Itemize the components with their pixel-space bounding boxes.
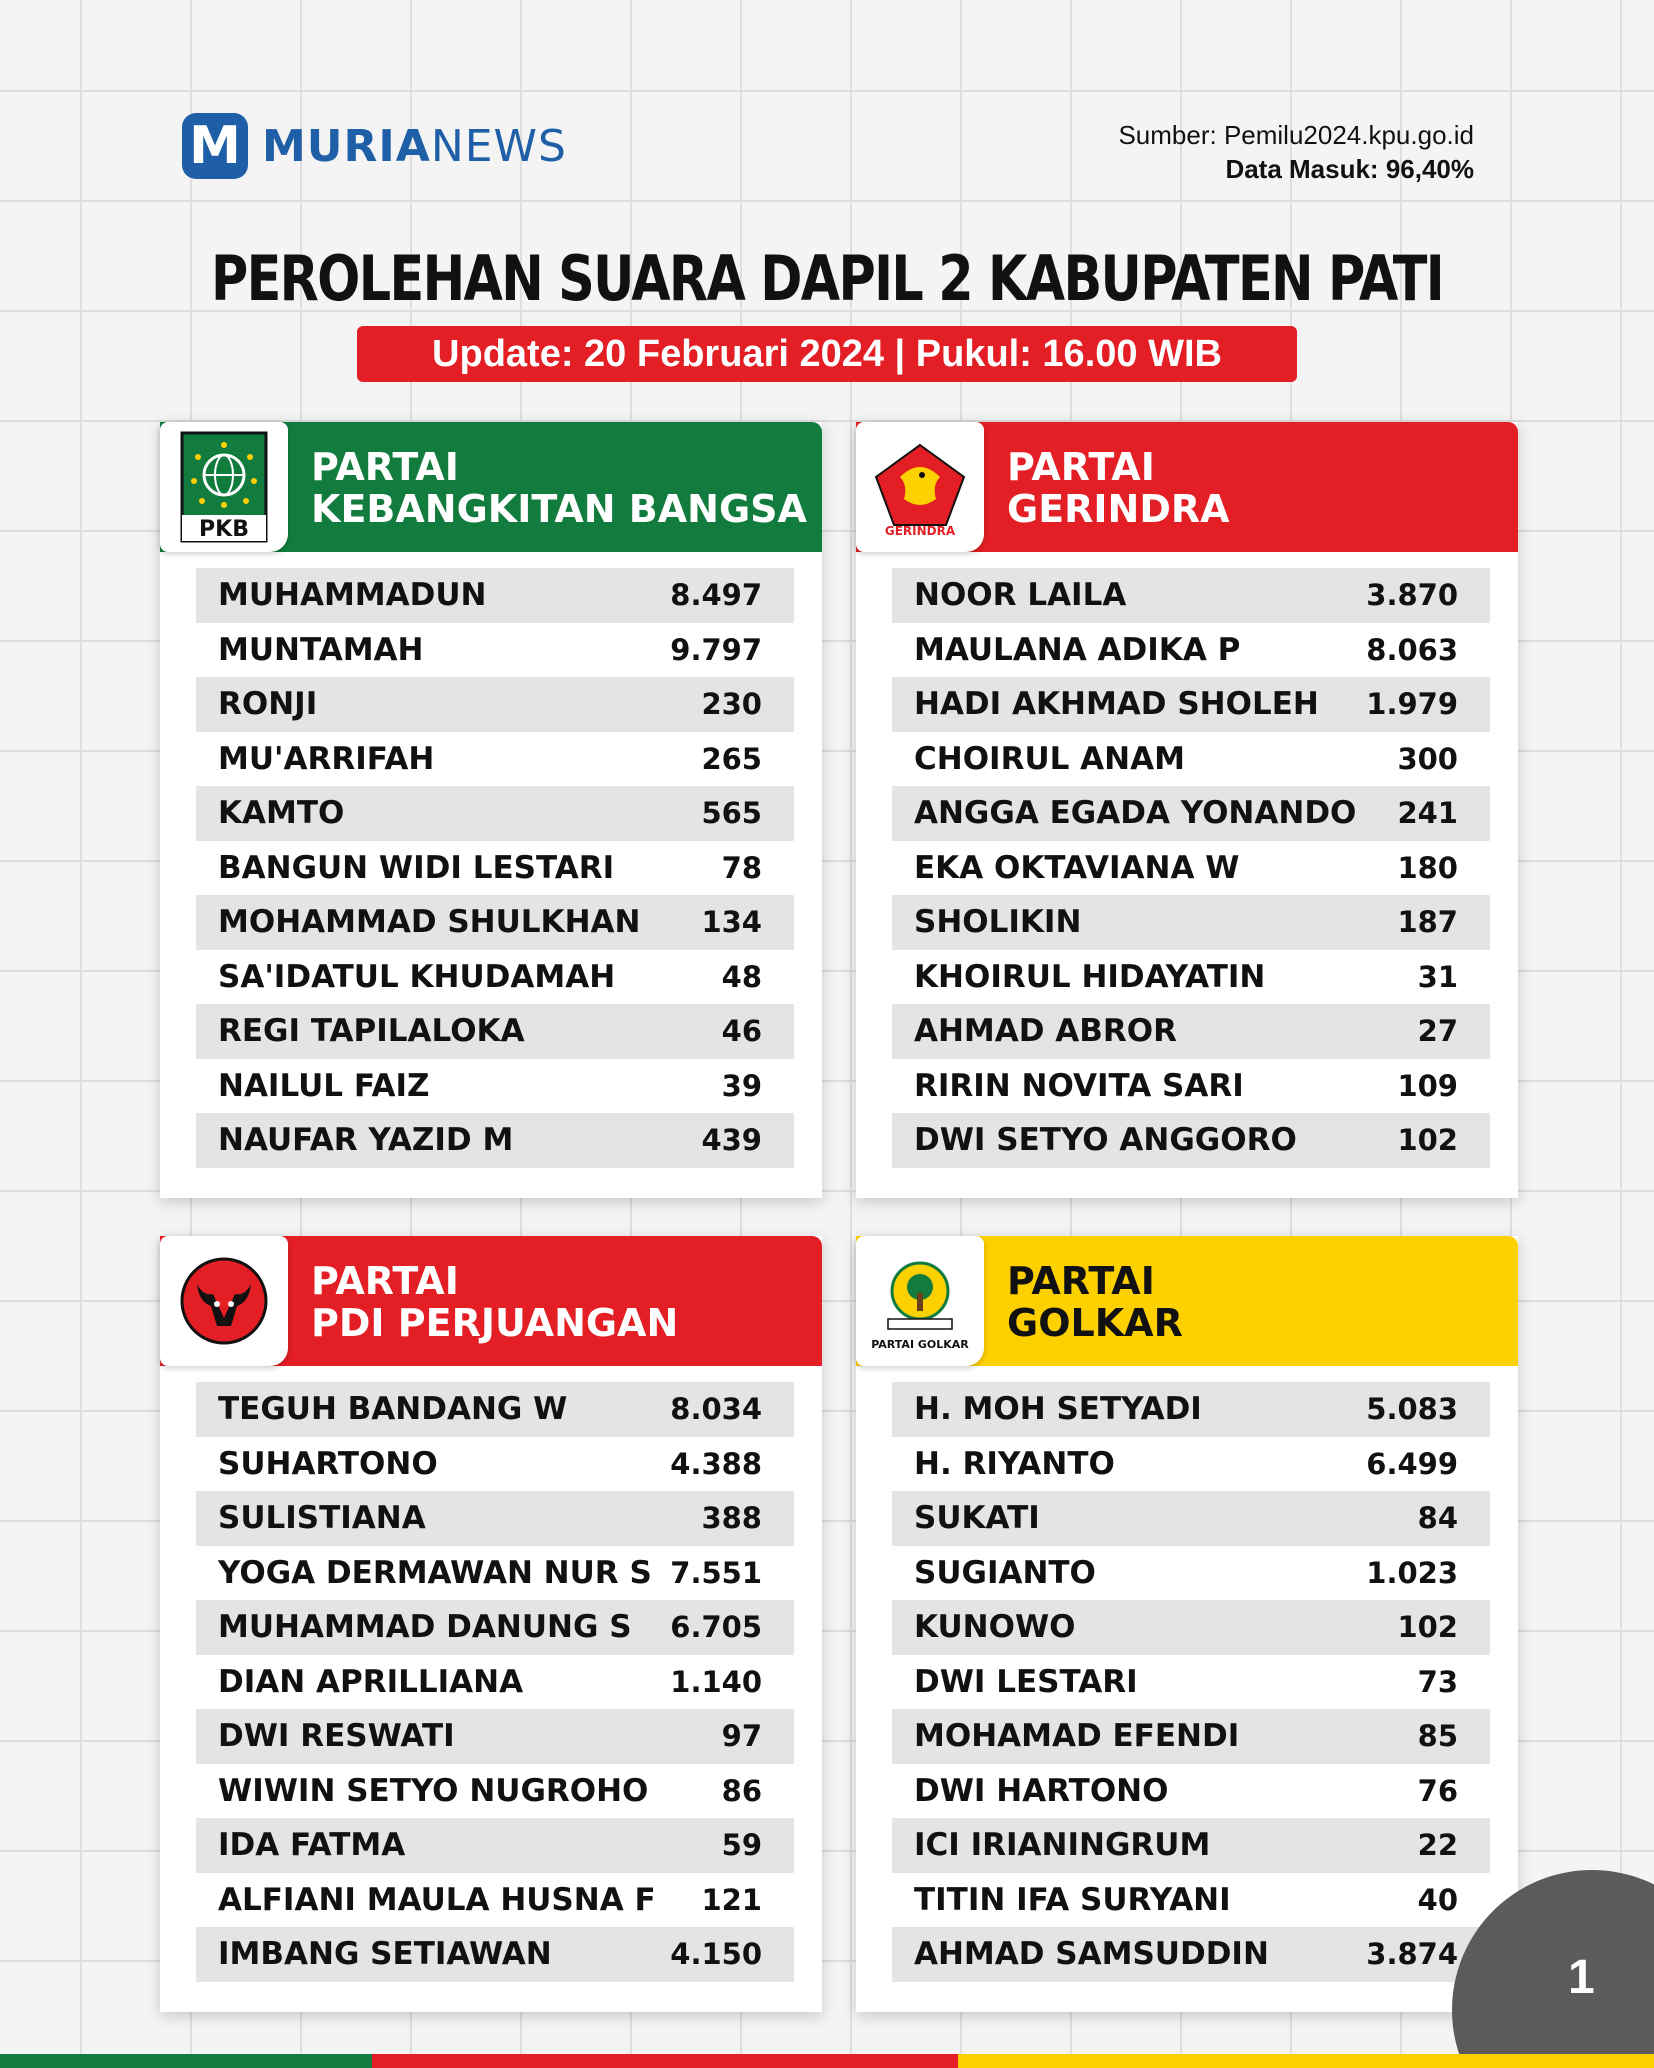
panel-pkb <box>160 422 822 1198</box>
candidate-row <box>196 677 794 732</box>
candidate-name: TEGUH BANDANG W <box>218 1391 568 1428</box>
vote-count: 5.083 <box>1366 1392 1458 1427</box>
candidate-row <box>196 1437 794 1492</box>
vote-count: 8.034 <box>670 1392 762 1427</box>
candidate-row <box>196 1059 794 1114</box>
candidate-row <box>196 1709 794 1764</box>
candidate-name: SA'IDATUL KHUDAMAH <box>218 958 616 995</box>
candidate-list <box>892 1382 1490 1982</box>
golkar-banyan-icon <box>868 1249 972 1353</box>
gerindra-logo <box>856 422 984 552</box>
pkb-globe-icon <box>180 431 268 543</box>
vote-count: 86 <box>721 1773 762 1808</box>
candidate-list <box>892 568 1490 1168</box>
candidate-name: NAUFAR YAZID M <box>218 1122 514 1159</box>
candidate-name: EKA OKTAVIANA W <box>914 849 1240 886</box>
party-name-line1: PARTAI <box>1007 1259 1155 1303</box>
golkar-logo <box>856 1236 984 1366</box>
candidate-row <box>892 1382 1490 1437</box>
candidate-name: IMBANG SETIAWAN <box>218 1936 552 1973</box>
candidate-row <box>196 1655 794 1710</box>
vote-count: 22 <box>1417 1828 1458 1863</box>
vote-count: 84 <box>1417 1501 1458 1536</box>
candidate-row <box>892 1004 1490 1059</box>
vote-count: 31 <box>1417 959 1458 994</box>
logo-name-light: NEWS <box>430 120 567 172</box>
candidate-list <box>196 1382 794 1982</box>
candidate-name: DWI RESWATI <box>218 1718 455 1755</box>
party-name-line1: PARTAI <box>1007 445 1155 489</box>
candidate-name: DWI SETYO ANGGORO <box>914 1122 1297 1159</box>
vote-count: 180 <box>1397 850 1458 885</box>
candidate-list <box>196 568 794 1168</box>
footer-color-bar <box>0 2054 1654 2068</box>
panel-golkar <box>856 1236 1518 2012</box>
pkb-logo-label: PKB <box>199 517 249 542</box>
candidate-row <box>196 1927 794 1982</box>
candidate-name: KHOIRUL HIDAYATIN <box>914 958 1266 995</box>
party-name <box>311 1260 678 1344</box>
candidate-row <box>892 1764 1490 1819</box>
candidate-row <box>196 1491 794 1546</box>
vote-count: 59 <box>721 1828 762 1863</box>
vote-count: 6.499 <box>1366 1446 1458 1481</box>
candidate-row <box>892 1059 1490 1114</box>
candidate-name: SUGIANTO <box>914 1554 1096 1591</box>
pkb-logo <box>160 422 288 552</box>
candidate-row <box>196 841 794 896</box>
vote-count: 73 <box>1417 1664 1458 1699</box>
candidate-row <box>196 1546 794 1601</box>
data-progress-line: Data Masuk: 96,40% <box>1225 154 1474 184</box>
vote-count: 121 <box>701 1882 762 1917</box>
candidate-name: MUNTAMAH <box>218 631 424 668</box>
candidate-row <box>892 677 1490 732</box>
candidate-name: MAULANA ADIKA P <box>914 631 1241 668</box>
candidate-row <box>196 1764 794 1819</box>
vote-count: 85 <box>1417 1719 1458 1754</box>
candidate-name: MUHAMMAD DANUNG S <box>218 1609 632 1646</box>
vote-count: 27 <box>1417 1014 1458 1049</box>
candidate-row <box>892 1113 1490 1168</box>
party-name <box>1007 1260 1183 1344</box>
candidate-row <box>196 1382 794 1437</box>
vote-count: 39 <box>721 1068 762 1103</box>
candidate-row <box>196 1818 794 1873</box>
vote-count: 9.797 <box>670 632 762 667</box>
candidate-name: KUNOWO <box>914 1609 1076 1646</box>
candidate-row <box>196 786 794 841</box>
candidate-name: MU'ARRIFAH <box>218 740 435 777</box>
candidate-name: TITIN IFA SURYANI <box>914 1881 1231 1918</box>
candidate-row <box>196 732 794 787</box>
candidate-name: AHMAD ABROR <box>914 1013 1178 1050</box>
candidate-name: SULISTIANA <box>218 1500 426 1537</box>
gerindra-garuda-icon <box>870 437 970 537</box>
candidate-name: NAILUL FAIZ <box>218 1067 430 1104</box>
vote-count: 102 <box>1397 1123 1458 1158</box>
party-name-line2: GOLKAR <box>1007 1301 1183 1345</box>
vote-count: 8.063 <box>1366 632 1458 667</box>
candidate-name: NOOR LAILA <box>914 577 1127 614</box>
vote-count: 1.979 <box>1366 687 1458 722</box>
vote-count: 76 <box>1417 1773 1458 1808</box>
pdip-logo <box>160 1236 288 1366</box>
candidate-row <box>196 1600 794 1655</box>
vote-count: 388 <box>701 1501 762 1536</box>
vote-count: 439 <box>701 1123 762 1158</box>
candidate-row <box>892 841 1490 896</box>
candidate-name: WIWIN SETYO NUGROHO <box>218 1772 649 1809</box>
golkar-logo-label: PARTAI GOLKAR <box>871 1338 969 1351</box>
vote-count: 3.870 <box>1366 578 1458 613</box>
source-line: Sumber: Pemilu2024.kpu.go.id <box>1118 120 1474 150</box>
vote-count: 265 <box>701 741 762 776</box>
candidate-name: REGI TAPILALOKA <box>218 1013 525 1050</box>
vote-count: 8.497 <box>670 578 762 613</box>
candidate-name: H. MOH SETYADI <box>914 1391 1202 1428</box>
party-name <box>311 446 807 530</box>
candidate-name: MUHAMMADUN <box>218 577 487 614</box>
candidate-row <box>892 1437 1490 1492</box>
candidate-row <box>196 895 794 950</box>
candidate-name: SUKATI <box>914 1500 1040 1537</box>
candidate-name: H. RIYANTO <box>914 1445 1115 1482</box>
muria-news-logo <box>182 113 567 179</box>
vote-count: 230 <box>701 687 762 722</box>
source-info <box>1118 118 1474 186</box>
vote-count: 241 <box>1397 796 1458 831</box>
logo-name-bold: MURIA <box>262 120 431 172</box>
vote-count: 40 <box>1417 1882 1458 1917</box>
candidate-row <box>892 1709 1490 1764</box>
party-name-line2: PDI PERJUANGAN <box>311 1301 679 1345</box>
candidate-row <box>892 568 1490 623</box>
party-name-line1: PARTAI <box>311 1259 459 1303</box>
candidate-name: MOHAMAD EFENDI <box>914 1718 1240 1755</box>
footer-bar-green <box>0 2054 372 2068</box>
vote-count: 1.023 <box>1366 1555 1458 1590</box>
vote-count: 46 <box>721 1014 762 1049</box>
vote-count: 134 <box>701 905 762 940</box>
candidate-name: ICI IRIANINGRUM <box>914 1827 1211 1864</box>
candidate-name: DWI HARTONO <box>914 1772 1169 1809</box>
candidate-row <box>196 1113 794 1168</box>
vote-count: 4.388 <box>670 1446 762 1481</box>
candidate-row <box>196 1873 794 1928</box>
candidate-name: SUHARTONO <box>218 1445 438 1482</box>
gerindra-logo-label: GERINDRA <box>884 524 956 537</box>
candidate-name: MOHAMMAD SHULKHAN <box>218 904 641 941</box>
candidate-row <box>892 1927 1490 1982</box>
vote-count: 6.705 <box>670 1610 762 1645</box>
candidate-row <box>892 1491 1490 1546</box>
candidate-row <box>892 1873 1490 1928</box>
candidate-row <box>196 568 794 623</box>
candidate-row <box>892 1655 1490 1710</box>
candidate-row <box>892 732 1490 787</box>
party-name-line2: GERINDRA <box>1007 487 1230 531</box>
candidate-name: HADI AKHMAD SHOLEH <box>914 686 1319 723</box>
candidate-name: DWI LESTARI <box>914 1663 1138 1700</box>
candidate-row <box>196 950 794 1005</box>
candidate-name: RONJI <box>218 686 318 723</box>
candidate-name: IDA FATMA <box>218 1827 406 1864</box>
candidate-name: ANGGA EGADA YONANDO <box>914 795 1357 832</box>
candidate-name: SHOLIKIN <box>914 904 1082 941</box>
vote-count: 78 <box>721 850 762 885</box>
candidate-name: RIRIN NOVITA SARI <box>914 1067 1244 1104</box>
candidate-row <box>892 1600 1490 1655</box>
vote-count: 7.551 <box>670 1555 762 1590</box>
candidate-row <box>196 623 794 678</box>
vote-count: 4.150 <box>670 1937 762 1972</box>
candidate-name: AHMAD SAMSUDDIN <box>914 1936 1269 1973</box>
candidate-name: CHOIRUL ANAM <box>914 740 1185 777</box>
candidate-name: YOGA DERMAWAN NUR S <box>218 1554 652 1591</box>
update-banner: Update: 20 Februari 2024 | Pukul: 16.00 WIB <box>357 326 1297 382</box>
logo-m-icon: M <box>182 113 248 179</box>
candidate-row <box>892 1818 1490 1873</box>
candidate-name: BANGUN WIDI LESTARI <box>218 849 615 886</box>
vote-count: 109 <box>1397 1068 1458 1103</box>
candidate-name: DIAN APRILLIANA <box>218 1663 524 1700</box>
vote-count: 97 <box>721 1719 762 1754</box>
footer-bar-yellow <box>958 2054 1654 2068</box>
candidate-name: ALFIANI MAULA HUSNA F <box>218 1881 656 1918</box>
party-name-line2: KEBANGKITAN BANGSA <box>311 487 807 531</box>
footer-bar-red <box>372 2054 958 2068</box>
panel-gerindra <box>856 422 1518 1198</box>
panel-pdi-perjuangan <box>160 1236 822 2012</box>
candidate-row <box>892 623 1490 678</box>
vote-count: 3.874 <box>1366 1937 1458 1972</box>
vote-count: 1.140 <box>670 1664 762 1699</box>
vote-count: 187 <box>1397 905 1458 940</box>
candidate-row <box>892 786 1490 841</box>
vote-count: 565 <box>701 796 762 831</box>
candidate-row <box>892 1546 1490 1601</box>
pdip-bull-icon <box>179 1256 269 1346</box>
vote-count: 300 <box>1397 741 1458 776</box>
party-name-line1: PARTAI <box>311 445 459 489</box>
candidate-row <box>892 895 1490 950</box>
vote-count: 102 <box>1397 1610 1458 1645</box>
party-name <box>1007 446 1230 530</box>
page-number: 1 <box>1568 1951 1595 2004</box>
candidate-row <box>196 1004 794 1059</box>
candidate-row <box>892 950 1490 1005</box>
vote-count: 48 <box>721 959 762 994</box>
page-title: PEROLEHAN SUARA DAPIL 2 KABUPATEN PATI <box>210 242 1444 315</box>
candidate-name: KAMTO <box>218 795 345 832</box>
logo-wordmark <box>262 121 567 172</box>
